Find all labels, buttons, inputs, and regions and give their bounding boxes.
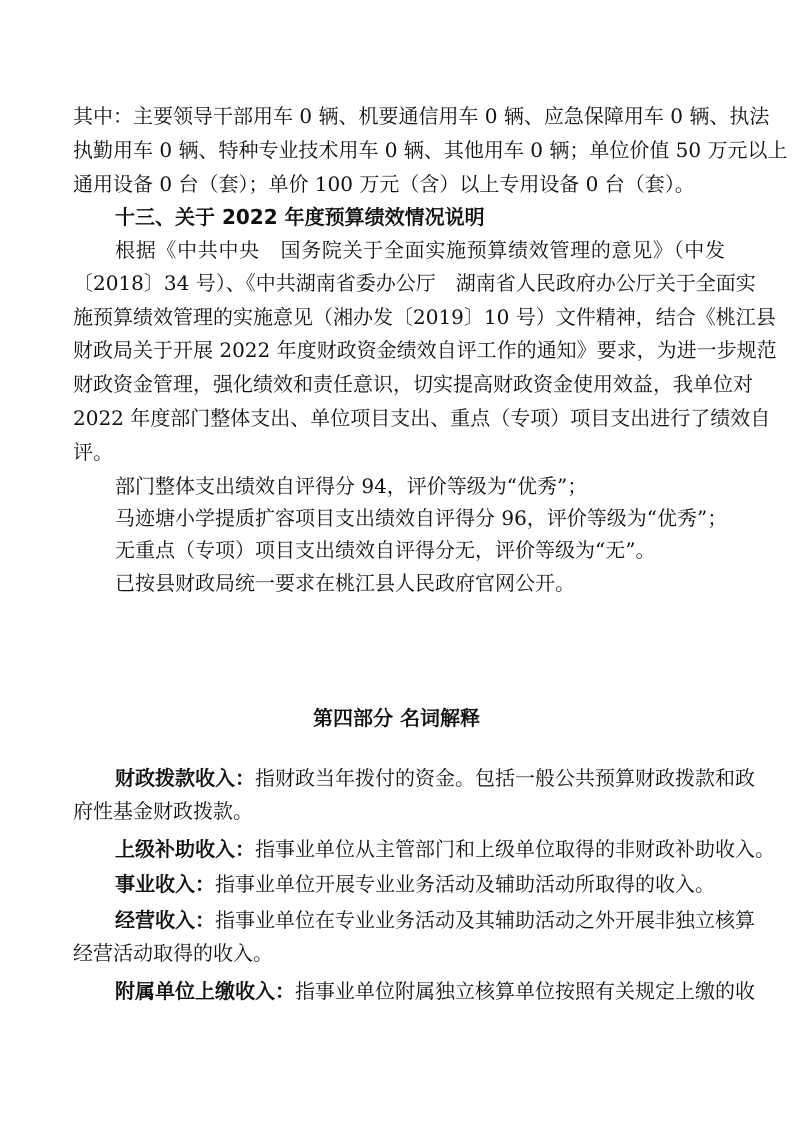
term-label: 经营收入：: [115, 908, 215, 932]
part-title: 第四部分 名词解释: [313, 706, 480, 730]
body-line: 财政局关于开展 2022 年度财政资金绩效自评工作的通知》要求，为进一步规范: [73, 338, 777, 362]
body-line: 执勤用车 0 辆、特种专业技术用车 0 辆、其他用车 0 辆；单位价值 50 万元以上: [73, 138, 788, 162]
body-line: 根据《中共中央 国务院关于全面实施预算绩效管理的意见》（中发: [115, 238, 725, 262]
term-definition: 指事业单位附属独立核算单位按照有关规定上缴的收: [295, 979, 755, 1003]
term-line: 经营活动取得的收入。: [73, 941, 273, 965]
term-label: 上级补助收入：: [115, 837, 255, 861]
term-definition: 指财政当年拨付的资金。包括一般公共预算财政拨款和政: [255, 766, 755, 790]
section-heading: 十三、关于 2022 年度预算绩效情况说明: [115, 205, 485, 229]
body-line: 通用设备 0 台（套）；单价 100 万元（含）以上专用设备 0 台（套）。: [73, 172, 695, 196]
result-line: 马迹塘小学提质扩容项目支出绩效自评得分 96，评价等级为“优秀”；: [115, 506, 728, 530]
term-label: 事业收入：: [115, 872, 215, 896]
term-line: 府性基金财政拨款。: [73, 799, 253, 823]
term-line: [115, 867, 725, 901]
result-line: 无重点（专项）项目支出绩效自评得分无，评价等级为“无”。: [115, 538, 656, 562]
term-line: [115, 974, 755, 1008]
result-line: 部门整体支出绩效自评得分 94，评价等级为“优秀”；: [115, 474, 588, 498]
body-line: 施预算绩效管理的实施意见（湘办发〔2019〕10 号）文件精神，结合《桃江县: [73, 305, 776, 329]
body-line: 评。: [73, 440, 113, 464]
term-line: [115, 832, 775, 866]
term-line: [115, 761, 755, 795]
body-line: 2022 年度部门整体支出、单位项目支出、重点（专项）项目支出进行了绩效自: [73, 406, 771, 430]
term-label: 财政拨款收入：: [115, 766, 255, 790]
term-definition: 指事业单位在专业业务活动及其辅助活动之外开展非独立核算: [215, 908, 755, 932]
term-definition: 指事业单位开展专业业务活动及辅助活动所取得的收入。: [215, 872, 715, 896]
body-line: 其中：主要领导干部用车 0 辆、机要通信用车 0 辆、应急保障用车 0 辆、执法: [73, 104, 770, 128]
term-definition: 指事业单位从主管部门和上级单位取得的非财政补助收入。: [255, 837, 775, 861]
body-line: 财政资金管理，强化绩效和责任意识，切实提高财政资金使用效益，我单位对: [73, 372, 753, 396]
term-label: 附属单位上缴收入：: [115, 979, 295, 1003]
result-line: 已按县财政局统一要求在桃江县人民政府官网公开。: [115, 571, 575, 595]
term-line: [115, 903, 755, 937]
body-line: 〔2018〕34 号）、《中共湖南省委办公厅 湖南省人民政府办公厅关于全面实: [73, 271, 756, 295]
